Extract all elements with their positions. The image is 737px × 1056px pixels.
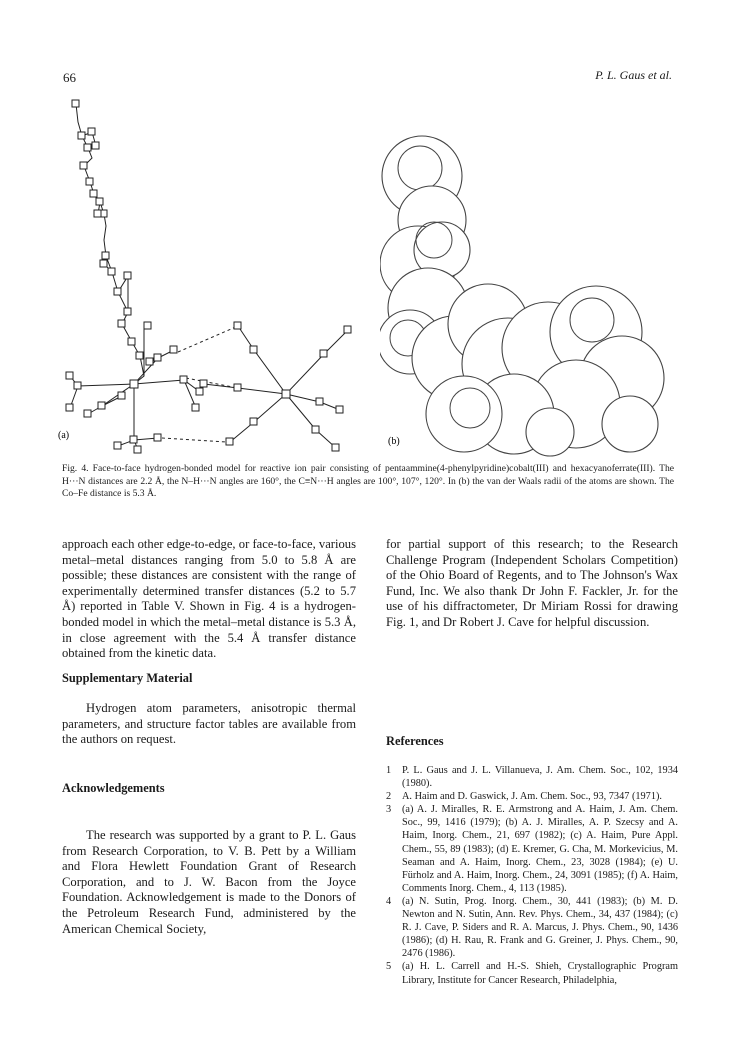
supplementary-heading: Supplementary Material	[62, 671, 193, 685]
page-number: 66	[63, 70, 76, 85]
reference-number: 2	[386, 791, 392, 803]
reference-text: (a) N. Sutin, Prog. Inorg. Chem., 30, 441 (1983); (b) M. D. Newton and N. Sutin, Ann. Rev. Phys. Chem., 34, 437 (1984); (c) R. J. Cave, P. Siders and R. A. Marcus, J. Phys. Chem., 90, 1436 (1986); (d) H. Rau, R. Frank and G. Greiner, J. Phys. Chem., 90, 2476 (1986).	[402, 895, 678, 960]
reference-item	[386, 764, 678, 790]
reference-number: 3	[386, 804, 392, 816]
body-paragraph: approach each other edge-to-edge, or face-to-face, various metal–metal distances ranging from 5.0 to 5.8 Å are possible; these distances are consistent with the range of experimentally determined transfer distances (5.2 to 5.7 Å) reported in Table V. Shown in Fig. 4 is a hydrogen-bonded model in which the metal–metal distance is 5.3 Å, in close agreement with the 5.4 Å transfer distance obtained from the kinetic data.	[62, 537, 356, 661]
co-center-bonds	[70, 350, 200, 450]
references-list	[386, 764, 678, 987]
reference-number: 5	[386, 961, 392, 973]
vdw-spheres	[380, 136, 664, 456]
body-paragraph: for partial support of this research; to the Research Challenge Program (Independent Scholars Competition) of the Ohio Board of Regents, and to The Johnson's Wax Fund, Inc. We also thank Dr John F. Fackler, Jr. for the use of his diffractometer, Dr Miriam Rossi for drawing Fig. 1, and Dr Robert J. Cave for helpful discussion.	[386, 537, 678, 629]
left-column	[62, 537, 356, 662]
supplementary-text: Hydrogen atom parameters, anisotropic thermal parameters, and structure factor tables are available from the authors on request.	[62, 701, 356, 747]
figure-4b-space-filling-model	[380, 112, 680, 458]
reference-text: (a) H. L. Carrell and H.-S. Shieh, Crystallographic Program Library, Institute for Cancer Research, Philadelphia,	[402, 961, 678, 986]
reference-text: (a) A. J. Miralles, R. E. Armstrong and A. Haim, J. Am. Chem. Soc., 99, 1416 (1979); (b) A. J. Miralles, A. P. Szecsy and A. Haim, Inorg. Chem., 21, 697 (1982); (c) A. Haim, Pure Appl. Chem., 55, 89 (1983); (d) E. Kremer, G. Cha, M. Morkevicius, M. Seaman and A. Haim, Inorg. Chem., 23, 3028 (1984); (e) U. Fürholz and A. Haim, Inorg. Chem., 24, 3091 (1985); (f) A. Haim, Comments Inorg. Chem., 4, 113 (1985).	[402, 804, 678, 894]
right-column	[386, 537, 678, 631]
reference-text: A. Haim and D. Gaswick, J. Am. Chem. Soc., 93, 7347 (1971).	[402, 791, 662, 803]
acknowledgements-heading: Acknowledgements	[62, 781, 165, 795]
acknowledgements-text: The research was supported by a grant to P. L. Gaus from Research Corporation, to V. B. Pett by a William and Flora Hewlett Foundation Grant of Research Corporation, and to J. W. Bacon from the Joyce Foundation. Acknowledgement is made to the Donors of the Petroleum Research Fund, administered by the American Chemical Society,	[62, 828, 356, 936]
reference-text: P. L. Gaus and J. L. Villanueva, J. Am. Chem. Soc., 102, 1934 (1980).	[402, 765, 678, 790]
reference-number: 4	[386, 895, 392, 907]
reference-item	[386, 960, 678, 986]
fe-center-bonds	[204, 326, 348, 448]
panel-label-b: (b)	[388, 436, 400, 447]
figure-caption: Fig. 4. Face-to-face hydrogen-bonded model for reactive ion pair consisting of pentaammine(4-phenylpyridine)cobalt(III) and hexacyanoferrate(III). The H···N distances are 2.2 Å, the N–H···N angles are 160°, the C≡N···H angles are 100°, 107°, 120°. In (b) the van der Waals radii of the atoms are shown. The Co–Fe distance is 5.3 Å.	[62, 463, 674, 500]
panel-label-a: (a)	[58, 430, 70, 441]
reference-item	[386, 803, 678, 895]
running-head: P. L. Gaus et al.	[595, 68, 672, 82]
reference-number: 1	[386, 765, 392, 776]
figure-4a-stick-model	[58, 96, 376, 458]
reference-item	[386, 790, 678, 803]
reference-item	[386, 895, 678, 960]
references-heading: References	[386, 734, 444, 748]
atoms	[66, 100, 351, 453]
